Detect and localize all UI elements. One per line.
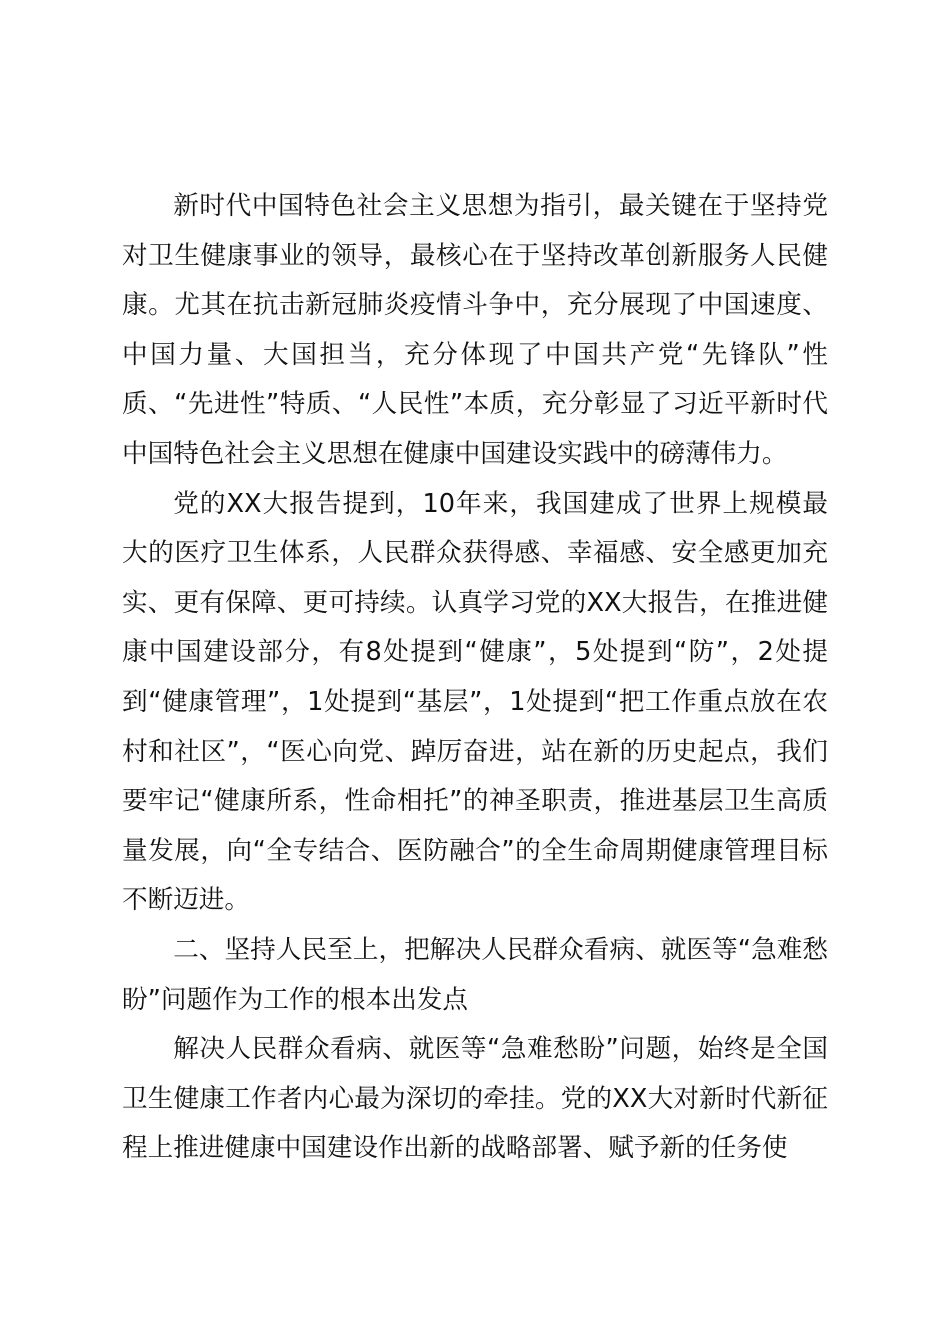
document-body	[122, 182, 828, 1174]
section-heading-two: 二、坚持人民至上，把解决人民群众看病、就医等“急难愁盼”问题作为工作的根本出发点	[122, 934, 828, 1015]
paragraph-leadership: 新时代中国特色社会主义思想为指引，最关键在于坚持党对卫生健康事业的领导，最核心在于坚持改革创新服务人民健康。尤其在抗击新冠肺炎疫情斗争中，充分展现了中国速度、中国力量、大国担当，充分体现了中国共产党“先锋队”性质、“先进性”特质、“人民性”本质，充分彰显了习近平新时代中国特色社会主义思想在健康中国建设实践中的磅薄伟力。	[122, 191, 828, 469]
paragraph-people-concerns: 解决人民群众看病、就医等“急难愁盼”问题，始终是全国卫生健康工作者内心最为深切的牵挂。党的XX大对新时代新征程上推进健康中国建设作出新的战略部署、赋予新的任务使	[122, 1034, 828, 1164]
paragraph-report-summary: 党的XX大报告提到，10年来，我国建成了世界上规模最大的医疗卫生体系，人民群众获得感、幸福感、安全感更加充实、更有保障、更可持续。认真学习党的XX大报告，在推进健康中国建设部分，有8处提到“健康”，5处提到“防”，2处提到“健康管理”，1处提到“基层”，1处提到“把工作重点放在农村和社区”，“医心向党、踔厉奋进，站在新的历史起点，我们要牢记“健康所系，性命相托”的神圣职责，推进基层卫生高质量发展，向“全专结合、医防融合”的全生命周期健康管理目标不断迈进。	[122, 488, 828, 916]
